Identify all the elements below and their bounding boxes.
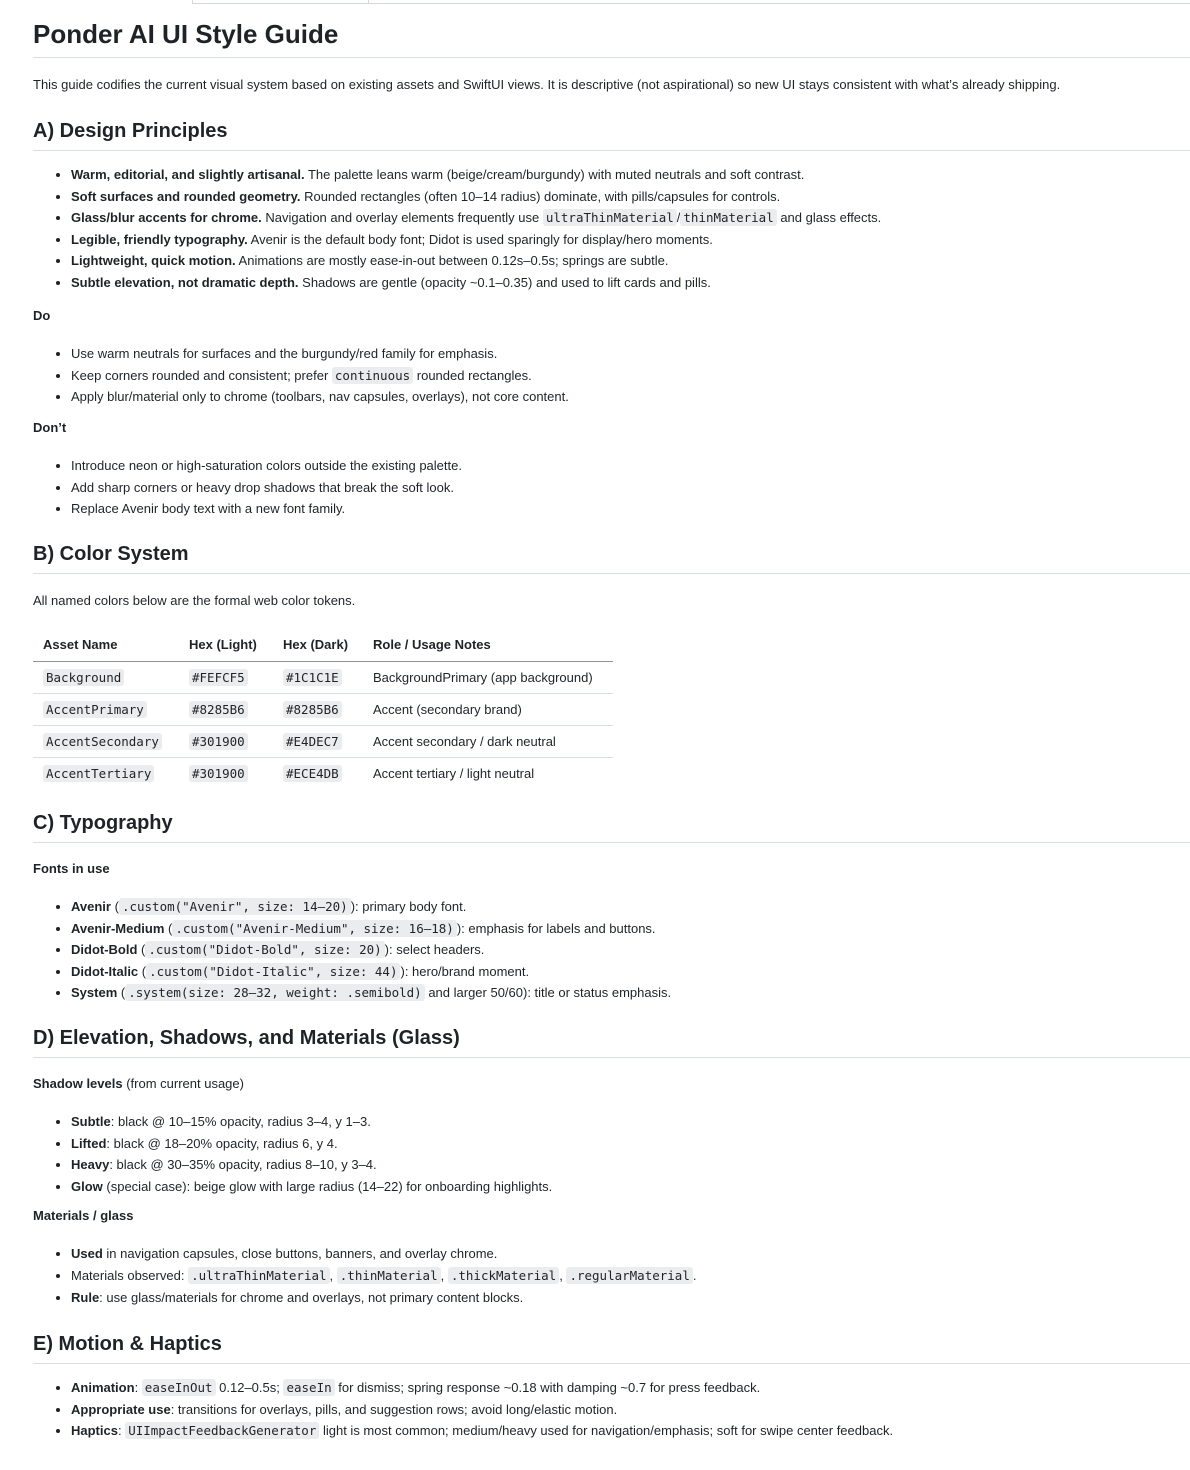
- list-item: • Didot-Italic ( .custom("Didot-Italic", size: 44) ): hero/brand moment.: [71, 961, 1190, 983]
- hex-dark: #1C1C1E: [283, 669, 342, 686]
- document-body: [33, 17, 1190, 1439]
- list-item: • Animation: easeInOut 0.12–0.5s; easeIn for dismiss; spring response ~0.18 with damping ~0.7 for press feedback.: [71, 1377, 1190, 1399]
- role-note: Accent tertiary / light neutral: [373, 765, 535, 781]
- tab-strip-divider: [369, 3, 1190, 4]
- color-note: All named colors below are the formal web color tokens.: [33, 593, 356, 608]
- table-row: [33, 693, 613, 725]
- list-item: • Use warm neutrals for surfaces and the burgundy/red family for emphasis.: [71, 343, 1190, 365]
- materials-label: Materials / glass: [33, 1208, 134, 1224]
- dont-label: Don’t: [33, 420, 67, 435]
- list-item: • Didot-Bold ( .custom("Didot-Bold", size: 20) ): select headers.: [71, 939, 1190, 961]
- hex-light: #FEFCF5: [189, 669, 248, 686]
- list-item: • Glass/blur accents for chrome. Navigation and overlay elements frequently use ultraThinMaterial / thinMaterial and glass effects.: [71, 207, 1190, 229]
- list-item: • Replace Avenir body text with a new font family.: [71, 498, 1190, 520]
- list-item: • Rule: use glass/materials for chrome and overlays, not primary content blocks.: [71, 1287, 1190, 1309]
- section-heading: A) Design Principles: [33, 118, 1190, 151]
- column-header: Hex (Light): [179, 628, 273, 661]
- page-title: Ponder AI UI Style Guide: [33, 17, 1190, 58]
- dont-list: [33, 455, 1190, 520]
- section-heading: E) Motion & Haptics: [33, 1331, 1190, 1364]
- list-item: • Used in navigation capsules, close buttons, banners, and overlay chrome.: [71, 1243, 1190, 1265]
- section-elevation: [33, 1025, 1190, 1308]
- list-item: • Lifted: black @ 18–20% opacity, radius 6, y 4.: [71, 1133, 1190, 1155]
- top-tab-strip: [0, 0, 1190, 4]
- section-color-system: [33, 541, 1190, 789]
- list-item: • Heavy: black @ 30–35% opacity, radius 8–10, y 3–4.: [71, 1154, 1190, 1176]
- table-row: [33, 757, 613, 789]
- section-heading: C) Typography: [33, 810, 1190, 843]
- shadow-list: [33, 1111, 1190, 1197]
- asset-name: AccentSecondary: [43, 733, 162, 750]
- list-item: • Haptics: UIImpactFeedbackGenerator light is most common; medium/heavy used for navigation/emphasis; soft for swipe center feedback.: [71, 1420, 1190, 1442]
- list-item: • Add sharp corners or heavy drop shadows that break the soft look.: [71, 477, 1190, 499]
- section-motion: [33, 1331, 1190, 1442]
- fonts-list: [33, 896, 1190, 1004]
- list-item: • Soft surfaces and rounded geometry. Rounded rectangles (often 10–14 radius) dominate, with pills/capsules for controls.: [71, 186, 1190, 208]
- asset-name: AccentPrimary: [43, 701, 147, 718]
- role-note: Accent (secondary brand): [363, 693, 613, 725]
- table-row: [33, 725, 613, 757]
- hex-light: #301900: [189, 733, 248, 750]
- list-item: • Keep corners rounded and consistent; prefer continuous rounded rectangles.: [71, 365, 1190, 387]
- do-label: Do: [33, 308, 51, 323]
- do-list: [33, 343, 1190, 408]
- section-typography: [33, 810, 1190, 1004]
- role-note: BackgroundPrimary (app background): [363, 661, 613, 693]
- color-token-table: [33, 628, 613, 789]
- list-item: • Apply blur/material only to chrome (toolbars, nav capsules, overlays), not core content.: [71, 386, 1190, 408]
- list-item: • Introduce neon or high-saturation colors outside the existing palette.: [71, 455, 1190, 477]
- role-note: Accent secondary / dark neutral: [363, 725, 613, 757]
- principles-list: [33, 164, 1190, 294]
- asset-name: Background: [43, 669, 124, 686]
- hex-dark: #8285B6: [283, 701, 342, 718]
- column-header: Hex (Dark): [273, 628, 363, 661]
- list-item: • System ( .system(size: 28–32, weight: .semibold) and larger 50/60): title or status emphasis.: [71, 982, 1190, 1004]
- asset-name: AccentTertiary: [43, 765, 154, 782]
- hex-dark: #ECE4DB: [283, 765, 342, 782]
- intro-paragraph: This guide codifies the current visual system based on existing assets and SwiftUI views. It is descriptive (not aspirational) so new UI stays consistent with what’s already shipping.: [33, 77, 1061, 92]
- section-heading: B) Color System: [33, 541, 1190, 574]
- list-item: • Avenir-Medium ( .custom("Avenir-Medium", size: 16–18) ): emphasis for labels and buttons.: [71, 918, 1190, 940]
- list-item: • Avenir ( .custom("Avenir", size: 14–20) ): primary body font.: [71, 896, 1190, 918]
- materials-list: [33, 1243, 1190, 1308]
- list-item: • Subtle: black @ 10–15% opacity, radius 3–4, y 1–3.: [71, 1111, 1190, 1133]
- section-heading: D) Elevation, Shadows, and Materials (Glass): [33, 1025, 1190, 1058]
- list-item: • Glow (special case): beige glow with large radius (14–22) for onboarding highlights.: [71, 1176, 1190, 1198]
- shadow-levels-label: Shadow levels (from current usage): [33, 1076, 244, 1091]
- section-design-principles: [33, 118, 1190, 294]
- list-item: • Subtle elevation, not dramatic depth. Shadows are gentle (opacity ~0.1–0.35) and used to lift cards and pills.: [71, 272, 1190, 294]
- list-item: • Materials observed: .ultraThinMaterial , .thinMaterial , .thickMaterial , .regularMaterial .: [71, 1265, 1190, 1287]
- column-header: Asset Name: [33, 628, 179, 661]
- list-item: • Warm, editorial, and slightly artisanal. The palette leans warm (beige/cream/burgundy) with muted neutrals and soft contrast.: [71, 164, 1190, 186]
- hex-light: #301900: [189, 765, 248, 782]
- motion-list: [33, 1377, 1190, 1442]
- list-item: • Lightweight, quick motion. Animations are mostly ease-in-out between 0.12s–0.5s; springs are subtle.: [71, 250, 1190, 272]
- hex-light: #8285B6: [189, 701, 248, 718]
- column-header: Role / Usage Notes: [363, 628, 613, 661]
- active-tab-edge: [192, 0, 369, 4]
- list-item: • Legible, friendly typography. Avenir is the default body font; Didot is used sparingly for display/hero moments.: [71, 229, 1190, 251]
- list-item: • Appropriate use: transitions for overlays, pills, and suggestion rows; avoid long/elastic motion.: [71, 1399, 1190, 1421]
- hex-dark: #E4DEC7: [283, 733, 342, 750]
- table-row: [33, 661, 613, 693]
- fonts-label: Fonts in use: [33, 861, 110, 876]
- table-header-row: [33, 628, 613, 661]
